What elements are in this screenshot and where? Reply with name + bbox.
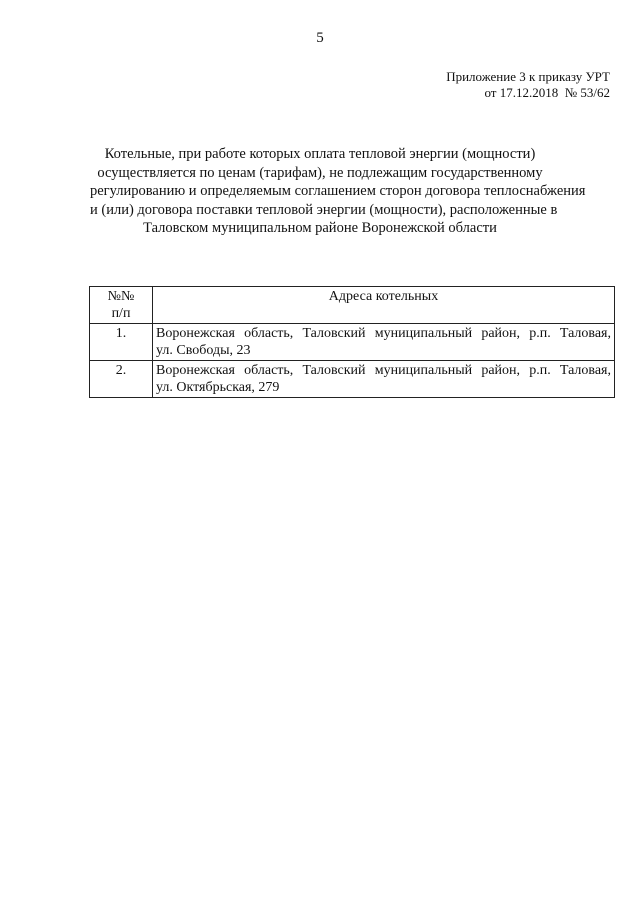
header-number-label: №№: [107, 289, 135, 304]
boiler-addresses-table: [89, 286, 615, 398]
address-line: ул. Свободы, 23: [156, 343, 251, 358]
title-line: Котельные, при работе которых оплата тепловой энергии (мощности): [104, 146, 536, 162]
row-address: [153, 361, 615, 398]
row-number: 2.: [90, 361, 153, 398]
title-line: Таловском муниципальном районе Воронежской области: [143, 220, 497, 236]
page-number: 5: [316, 30, 324, 46]
title-line: регулированию и определяемым соглашением сторон договора теплоснабжения: [90, 183, 586, 199]
table-header-row: [90, 287, 615, 324]
document-title: [90, 145, 586, 238]
row-address: [153, 324, 615, 361]
table-row: [90, 361, 615, 398]
table-row: [90, 324, 615, 361]
address-line: ул. Октябрьская, 279: [156, 380, 280, 395]
address-line: Воронежская область, Таловский муниципальный район, р.п. Таловая,: [156, 326, 611, 341]
header-number-cell: [90, 287, 153, 324]
appendix-line-1: Приложение 3 к приказу УРТ: [446, 69, 610, 84]
header-address-cell: Адреса котельных: [153, 287, 615, 324]
title-line: осуществляется по ценам (тарифам), не подлежащим государственному: [97, 164, 543, 181]
row-number: 1.: [90, 324, 153, 361]
appendix-reference: [446, 69, 610, 101]
appendix-line-2: от 17.12.2018 № 53/62: [484, 85, 610, 100]
title-line: и (или) договора поставки тепловой энергии (мощности), расположенные в: [90, 201, 558, 218]
address-line: Воронежская область, Таловский муниципальный район, р.п. Таловая,: [156, 363, 611, 378]
header-number-sublabel: п/п: [111, 306, 131, 321]
